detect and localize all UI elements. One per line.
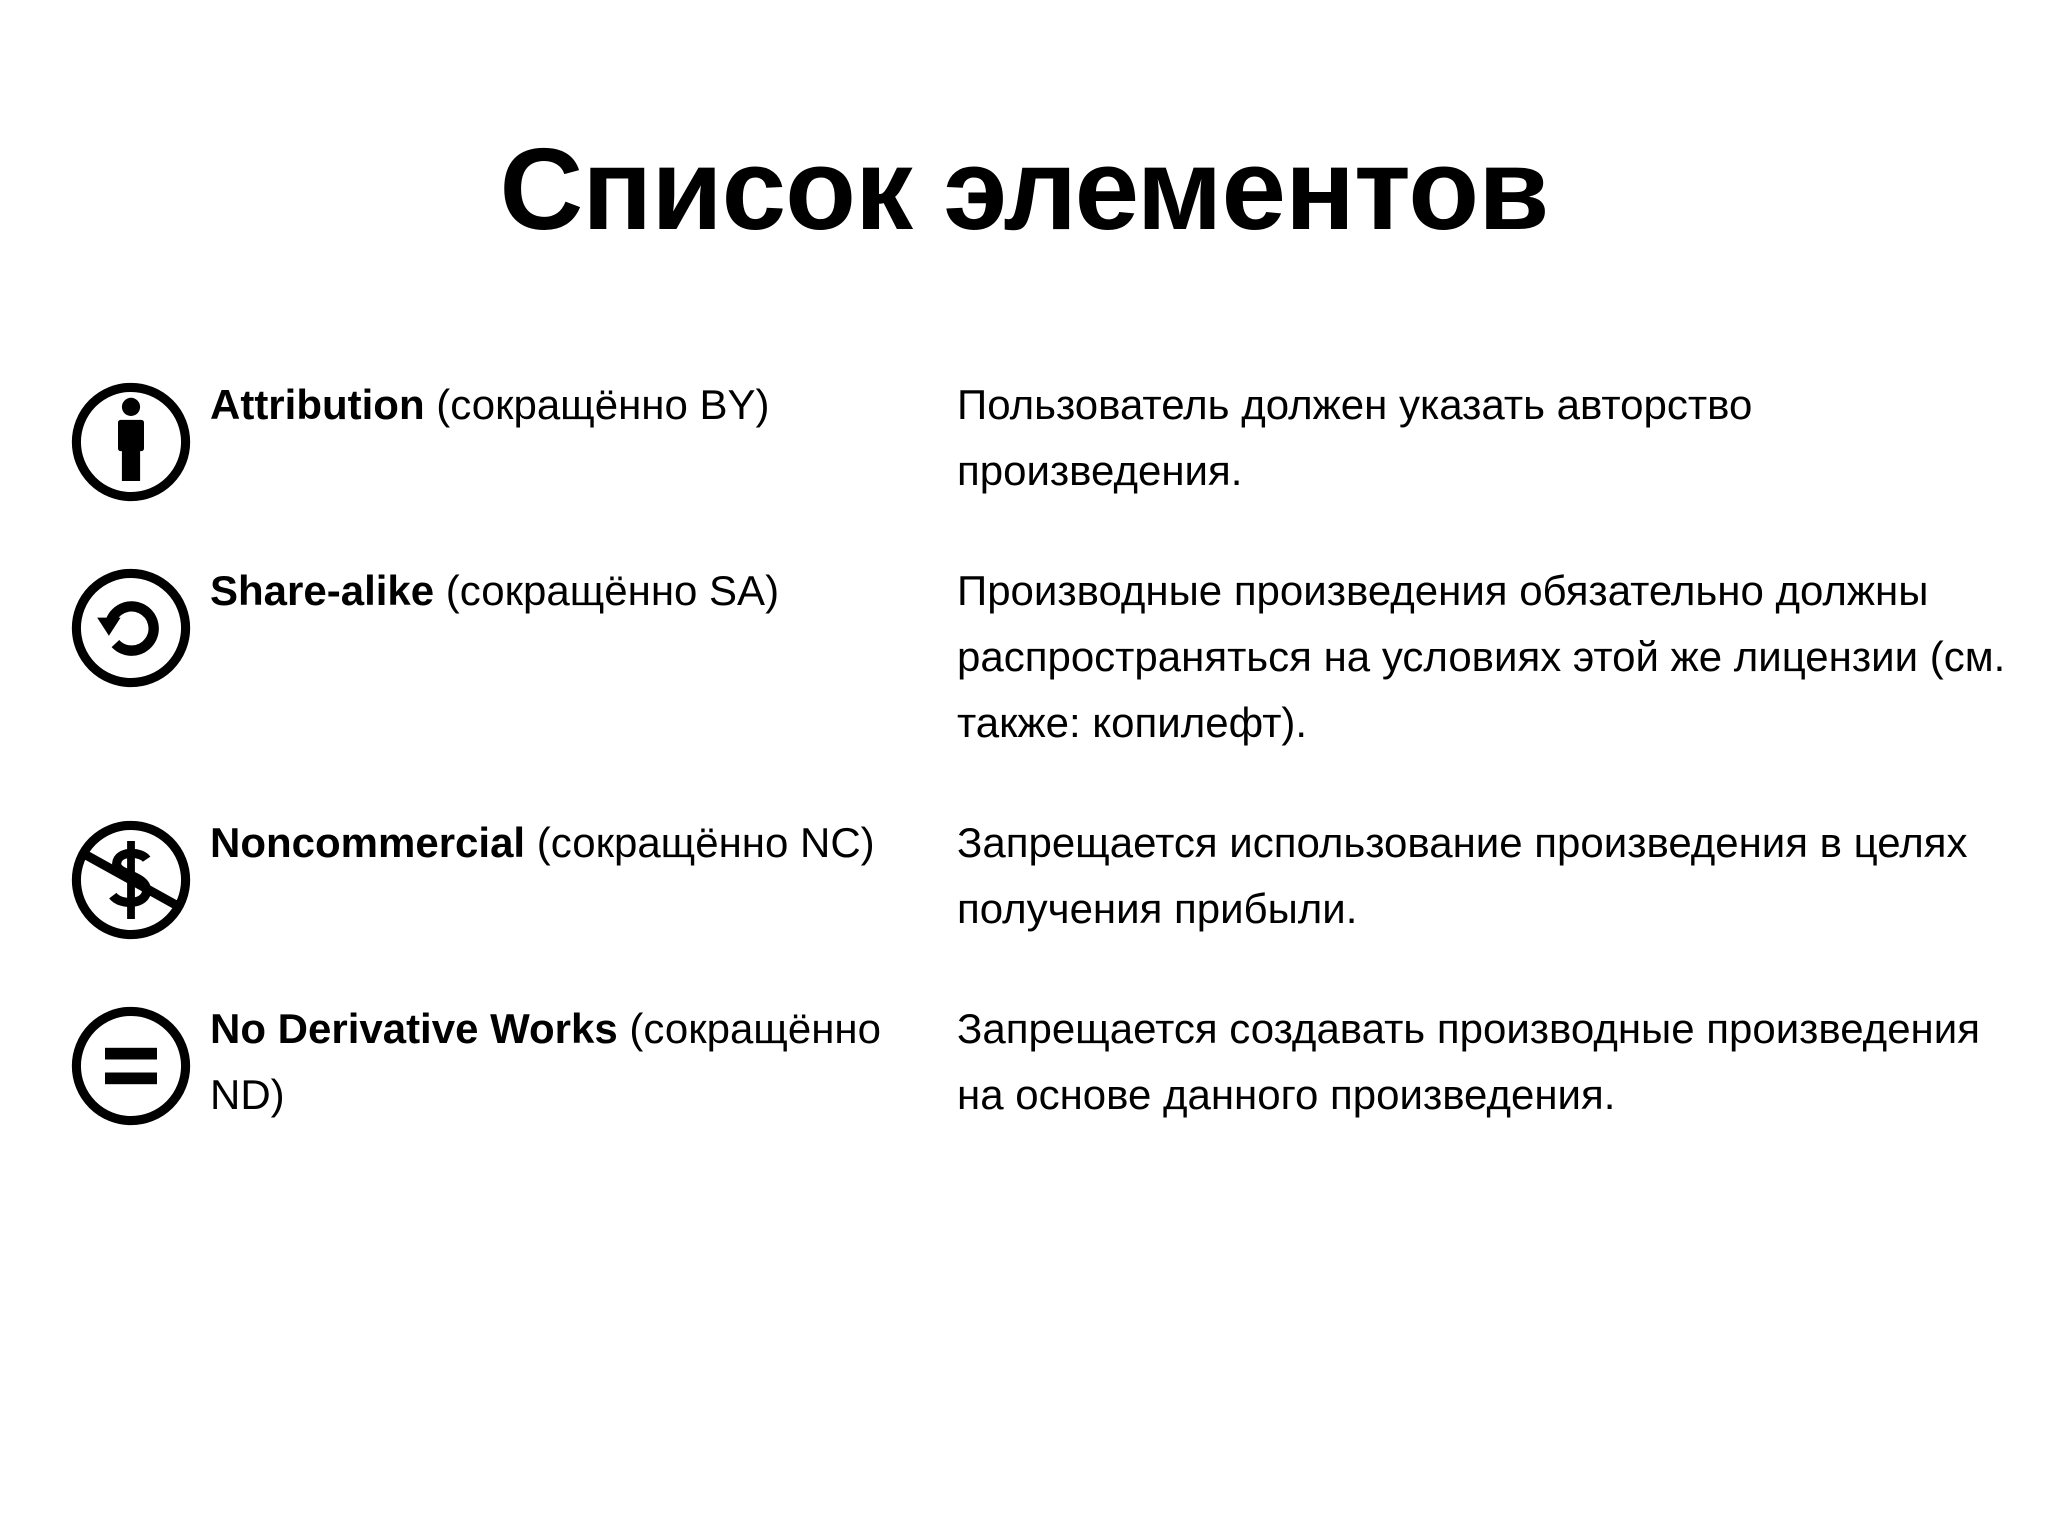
share-alike-circular-arrow-icon (66, 563, 196, 693)
list-item-noncommercial (0, 810, 2048, 1010)
term-abbreviation: (сокращённо ND) (210, 1005, 881, 1118)
no-derivatives-equals-icon (66, 1001, 196, 1131)
term-attribution (210, 372, 910, 438)
attribution-person-icon (66, 377, 196, 507)
description-attribution: Пользователь должен указать авторство произведения. (957, 381, 1753, 494)
noncommercial-crossed-dollar-icon (66, 815, 196, 945)
description-share-alike: Производные произведения обязательно должны распространяться на условиях этой же лицензии (см. также: копилефт). (957, 567, 2006, 746)
term-share-alike (210, 558, 910, 624)
list-item-no-derivatives (0, 996, 2048, 1196)
page-title: Список элементов (499, 124, 1549, 254)
term-noncommercial (210, 810, 910, 876)
description-no-derivatives: Запрещается создавать производные произведения на основе данного произведения. (957, 1005, 1980, 1118)
term-name: Share-alike (210, 567, 435, 614)
term-name: Attribution (210, 381, 425, 428)
term-abbreviation: (сокращённо NC) (525, 819, 875, 866)
term-no-derivatives (210, 996, 910, 1128)
list-item-attribution (0, 372, 2048, 572)
list-item-share-alike (0, 558, 2048, 758)
term-name: Noncommercial (210, 819, 526, 866)
term-abbreviation: (сокращённо SA) (434, 567, 780, 614)
description-noncommercial: Запрещается использование произведения в целях получения прибыли. (957, 819, 1968, 932)
term-abbreviation: (сокращённо BY) (424, 381, 770, 428)
term-name: No Derivative Works (210, 1005, 618, 1052)
